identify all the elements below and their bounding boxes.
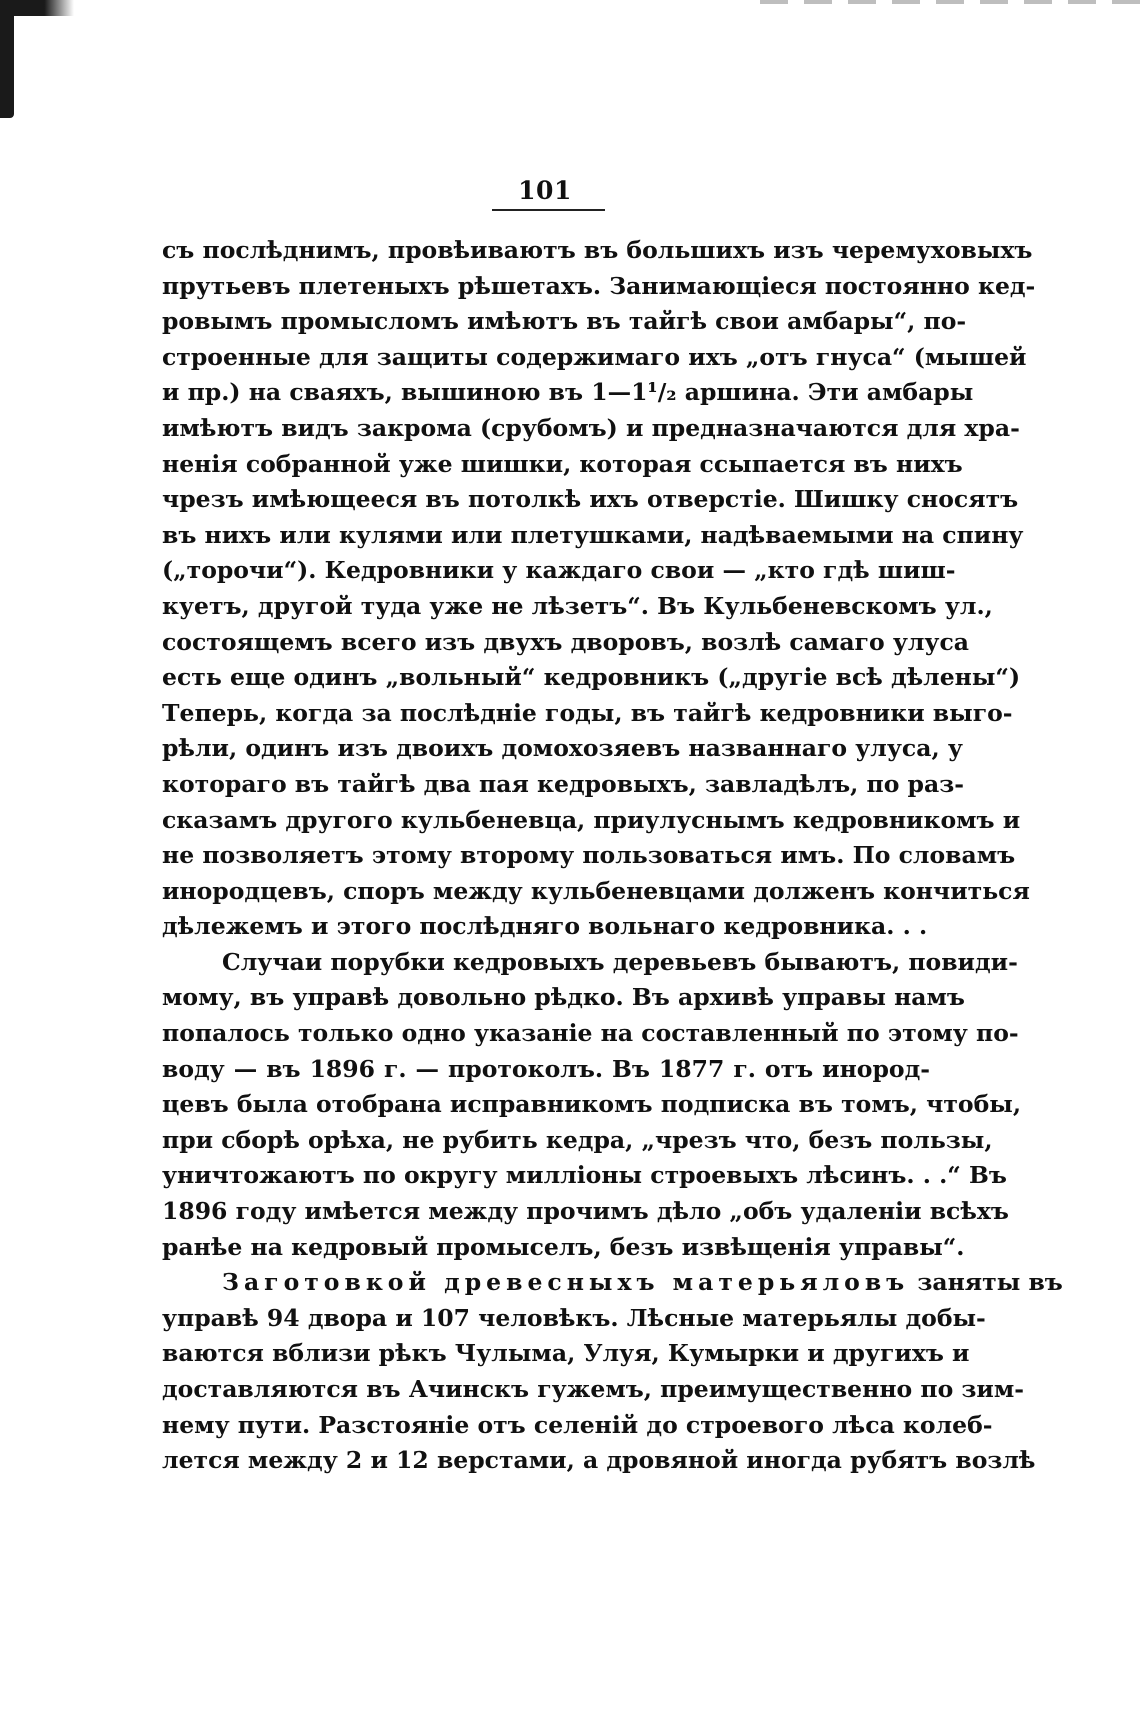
text-line: имѣютъ видъ закрома (срубомъ) и предназначаются для хра- <box>162 413 1020 442</box>
text-line: мому, въ управѣ довольно рѣдко. Въ архивѣ управы намъ <box>162 983 965 1012</box>
text-line: ровымъ промысломъ имѣютъ въ тайгѣ свои амбары“, по- <box>162 307 967 336</box>
text-line <box>162 1265 1063 1301</box>
text-line: куетъ, другой туда уже не лѣзетъ“. Въ Кульбеневскомъ ул., <box>162 591 993 620</box>
text-line: ваются вблизи рѣкъ Чулыма, Улуя, Кумырки и другихъ и <box>162 1339 970 1368</box>
text-line: прутьевъ плетеныхъ рѣшетахъ. Занимающіеся постоянно кед- <box>162 271 1036 300</box>
text-line: состоящемъ всего изъ двухъ дворовъ, возлѣ самаго улуса <box>162 627 970 656</box>
text-line: цевъ была отобрана исправникомъ подписка въ томъ, чтобы, <box>162 1090 1022 1119</box>
text-line: дѣлежемъ и этого послѣдняго вольнаго кедровника. . . <box>162 912 928 941</box>
scan-edge-noise-top-right <box>760 0 1140 4</box>
text-line: 1896 году имѣется между прочимъ дѣло „объ удаленіи всѣхъ <box>162 1197 1009 1226</box>
text-line: и пр.) на сваяхъ, вышиною въ 1—1¹/₂ аршина. Эти амбары <box>162 378 974 407</box>
text-line: не позволяетъ этому второму пользоваться имъ. По словамъ <box>162 841 1016 870</box>
text-line: съ послѣднимъ, провѣиваютъ въ большихъ изъ черемуховыхъ <box>162 236 1033 264</box>
scan-edge-shadow-left <box>0 0 14 118</box>
emphasis-lead: Заготовкой древесныхъ матерьяловъ <box>222 1268 910 1297</box>
text-line: Теперь, когда за послѣдніе годы, въ тайгѣ кедровники выго- <box>162 698 1013 727</box>
text-line: котораго въ тайгѣ два пая кедровыхъ, завладѣлъ, по раз- <box>162 769 964 798</box>
scan-edge-shadow-top <box>0 0 74 16</box>
paragraph-2 <box>162 945 1022 1265</box>
paragraph-1 <box>162 233 1036 945</box>
text-line: („торочи“). Кедровники у каждаго свои — „кто гдѣ шиш- <box>162 556 956 585</box>
text-line: управѣ 94 двора и 107 человѣкъ. Лѣсные матерьялы добы- <box>162 1303 986 1332</box>
text-line: чрезъ имѣющееся въ потолкѣ ихъ отверстіе. Шишку сносятъ <box>162 485 1019 514</box>
text-run: заняты въ <box>909 1268 1063 1297</box>
text-line: есть еще одинъ „вольный“ кедровникъ („другіе всѣ дѣлены“) <box>162 663 1021 692</box>
page-number: 101 <box>518 176 572 205</box>
page-number-rule <box>492 209 605 211</box>
text-line: рѣли, одинъ изъ двоихъ домохозяевъ названнаго улуса, у <box>162 734 963 763</box>
text-line: ранѣе на кедровый промыселъ, безъ извѣщенія управы“. <box>162 1232 965 1261</box>
text-line: уничтожаютъ по округу милліоны строевыхъ лѣсинъ. . .“ Въ <box>162 1161 1007 1190</box>
text-line: лется между 2 и 12 верстами, а дровяной иногда рубятъ возлѣ <box>162 1446 1036 1475</box>
text-line: инородцевъ, споръ между кульбеневцами долженъ кончиться <box>162 876 1030 905</box>
body-text <box>162 233 1063 1479</box>
text-line: ненія собранной уже шишки, которая ссыпается въ нихъ <box>162 449 963 478</box>
text-line: строенные для защиты содержимаго ихъ „отъ гнуса“ (мышей <box>162 342 1027 371</box>
text-line: сказамъ другого кульбеневца, приулуснымъ кедровникомъ и <box>162 805 1021 834</box>
text-line: въ нихъ или кулями или плетушками, надѣваемыми на спину <box>162 520 1024 549</box>
text-line: доставляются въ Ачинскъ гужемъ, преимущественно по зим- <box>162 1375 1025 1403</box>
text-line: при сборѣ орѣха, не рубить кедра, „чрезъ что, безъ пользы, <box>162 1125 993 1154</box>
paragraph-3 <box>162 1265 1063 1479</box>
text-line: Случаи порубки кедровыхъ деревьевъ бываютъ, повиди- <box>222 947 1018 976</box>
text-line: воду — въ 1896 г. — протоколъ. Въ 1877 г. отъ инород- <box>162 1054 930 1083</box>
text-line: попалось только одно указаніе на составленный по этому по- <box>162 1019 1019 1048</box>
text-line: нему пути. Разстояніе отъ селеній до строевого лѣса колеб- <box>162 1410 993 1439</box>
